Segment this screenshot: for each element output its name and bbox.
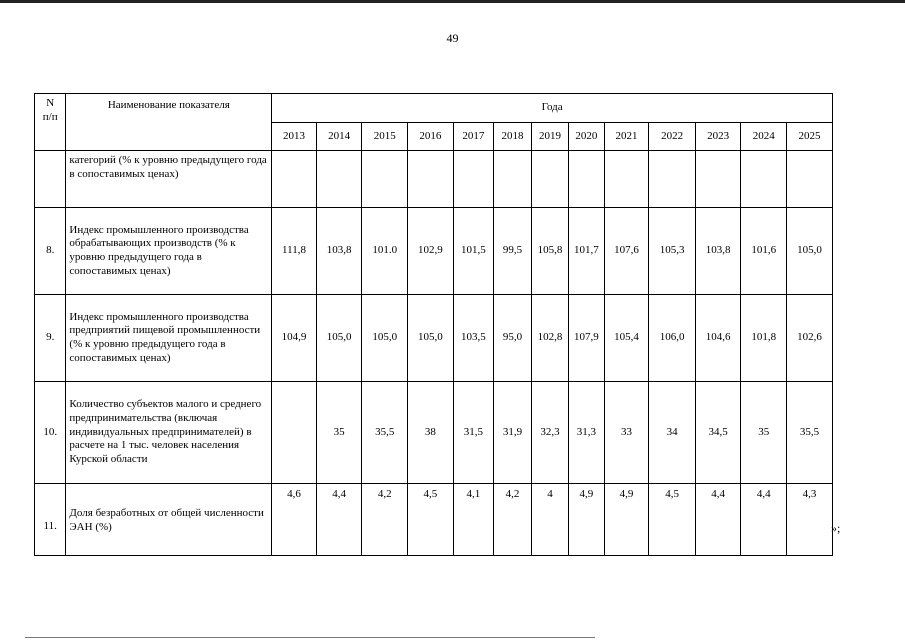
value-cell-2017 (453, 151, 494, 208)
value-cell-2022: 105,3 (649, 208, 696, 295)
header-year-2016: 2016 (408, 123, 454, 151)
value-cell-2015: 4,2 (362, 484, 408, 556)
value-cell-2022: 4,5 (649, 484, 696, 556)
value-cell-2017: 4,1 (453, 484, 494, 556)
value-cell-2016: 105,0 (408, 295, 454, 382)
value-cell-2022: 34 (649, 382, 696, 484)
header-years-group: Года (272, 94, 833, 123)
value-cell-2025: 105,0 (787, 208, 833, 295)
value-cell-2014 (316, 151, 362, 208)
value-cell-2019 (531, 151, 569, 208)
value-cell-2019: 105,8 (531, 208, 569, 295)
table-row (35, 295, 833, 382)
value-cell-2015 (362, 151, 408, 208)
row-number: 10. (35, 382, 66, 484)
table-row (35, 151, 833, 208)
value-cell-2020: 107,9 (569, 295, 604, 382)
table-row (35, 382, 833, 484)
value-cell-2013 (272, 151, 317, 208)
value-cell-2017: 31,5 (453, 382, 494, 484)
value-cell-2016: 102,9 (408, 208, 454, 295)
scan-bottom-edge (25, 637, 595, 638)
value-cell-2024: 4,4 (741, 484, 787, 556)
value-cell-2018: 99,5 (494, 208, 532, 295)
value-cell-2015: 105,0 (362, 295, 408, 382)
value-cell-2018: 4,2 (494, 484, 532, 556)
row-number: 8. (35, 208, 66, 295)
header-year-2014: 2014 (316, 123, 362, 151)
value-cell-2021: 105,4 (604, 295, 649, 382)
value-cell-2017: 101,5 (453, 208, 494, 295)
indicator-name: Индекс промышленного производства обрабатывающих производств (% к уровню предыдущего года в сопоставимых ценах) (66, 208, 272, 295)
indicator-name: Индекс промышленного производства предприятий пищевой промышленности (% к уровню предыдущего года в сопоставимых ценах) (66, 295, 272, 382)
value-cell-2018: 31,9 (494, 382, 532, 484)
value-cell-2020: 101,7 (569, 208, 604, 295)
value-cell-2016 (408, 151, 454, 208)
value-cell-2021: 107,6 (604, 208, 649, 295)
page-number: 49 (446, 31, 459, 45)
value-cell-2024 (741, 151, 787, 208)
row-number (35, 151, 66, 208)
value-cell-2025: 102,6 (787, 295, 833, 382)
value-cell-2020 (569, 151, 604, 208)
value-cell-2021: 4,9 (604, 484, 649, 556)
value-cell-2025: 35,5 (787, 382, 833, 484)
value-cell-2014: 35 (316, 382, 362, 484)
value-cell-2017: 103,5 (453, 295, 494, 382)
indicator-name: Доля безработных от общей численности ЭАН (%) (66, 484, 272, 556)
header-row-top (35, 94, 833, 123)
indicator-name: категорий (% к уровню предыдущего года в сопоставимых ценах) (66, 151, 272, 208)
value-cell-2021: 33 (604, 382, 649, 484)
value-cell-2015: 35,5 (362, 382, 408, 484)
value-cell-2025 (787, 151, 833, 208)
header-year-2023: 2023 (695, 123, 741, 151)
value-cell-2018: 95,0 (494, 295, 532, 382)
header-year-2019: 2019 (531, 123, 569, 151)
row-number: 11. (35, 484, 66, 556)
header-year-2015: 2015 (362, 123, 408, 151)
value-cell-2023 (695, 151, 741, 208)
value-cell-2019: 4 (531, 484, 569, 556)
value-cell-2014: 4,4 (316, 484, 362, 556)
header-year-2017: 2017 (453, 123, 494, 151)
value-cell-2021 (604, 151, 649, 208)
header-year-2013: 2013 (272, 123, 317, 151)
value-cell-2016: 4,5 (408, 484, 454, 556)
value-cell-2019: 102,8 (531, 295, 569, 382)
value-cell-2023: 104,6 (695, 295, 741, 382)
value-cell-2014: 105,0 (316, 295, 362, 382)
table-body (35, 94, 833, 556)
indicators-table (34, 93, 833, 556)
value-cell-2024: 101,6 (741, 208, 787, 295)
value-cell-2023: 4,4 (695, 484, 741, 556)
value-cell-2020: 31,3 (569, 382, 604, 484)
value-cell-2020: 4,9 (569, 484, 604, 556)
value-cell-2024: 101,8 (741, 295, 787, 382)
scan-top-edge (0, 0, 905, 3)
value-cell-2013 (272, 382, 317, 484)
value-cell-2024: 35 (741, 382, 787, 484)
header-year-2020: 2020 (569, 123, 604, 151)
value-cell-2023: 34,5 (695, 382, 741, 484)
header-year-2021: 2021 (604, 123, 649, 151)
row-number: 9. (35, 295, 66, 382)
header-year-2025: 2025 (787, 123, 833, 151)
header-year-2018: 2018 (494, 123, 532, 151)
header-name: Наименование показателя (66, 94, 272, 151)
header-num: N п/п (35, 94, 66, 151)
value-cell-2013: 111,8 (272, 208, 317, 295)
closing-quote: »; (831, 521, 841, 535)
value-cell-2013: 104,9 (272, 295, 317, 382)
value-cell-2025: 4,3 (787, 484, 833, 556)
value-cell-2022: 106,0 (649, 295, 696, 382)
header-year-2022: 2022 (649, 123, 696, 151)
value-cell-2015: 101.0 (362, 208, 408, 295)
value-cell-2018 (494, 151, 532, 208)
indicator-name: Количество субъектов малого и среднего предпринимательства (включая индивидуальных предпринимателей) в расчете на 1 тыс. человек населения Курской области (66, 382, 272, 484)
table-row (35, 484, 833, 556)
value-cell-2023: 103,8 (695, 208, 741, 295)
value-cell-2022 (649, 151, 696, 208)
value-cell-2019: 32,3 (531, 382, 569, 484)
value-cell-2013: 4,6 (272, 484, 317, 556)
table-row (35, 208, 833, 295)
header-year-2024: 2024 (741, 123, 787, 151)
value-cell-2016: 38 (408, 382, 454, 484)
value-cell-2014: 103,8 (316, 208, 362, 295)
